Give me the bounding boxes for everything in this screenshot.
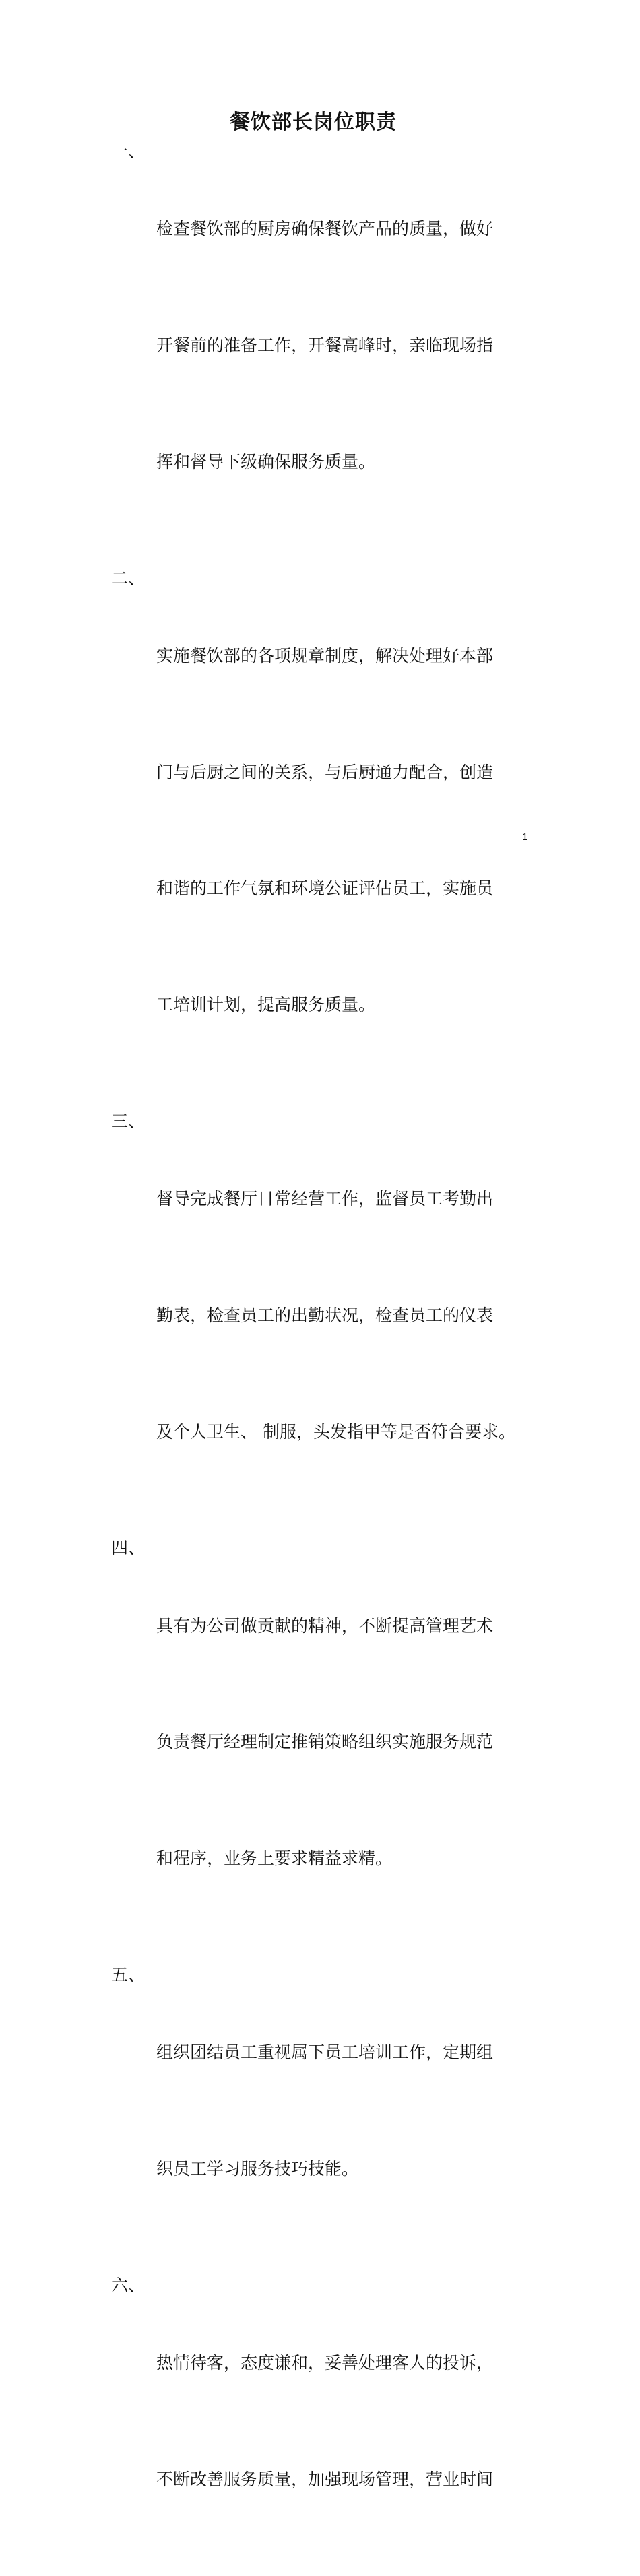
duty-text [156, 1956, 507, 2266]
duty-number: 三、 [111, 1111, 146, 1131]
duty-text [156, 132, 507, 559]
duty-line: 组织团结员工重视属下员工培训工作，定期组 [156, 2042, 494, 2063]
duty-item-4 [0, 1528, 507, 1956]
page-number: 1 [522, 831, 528, 843]
duty-number: 一、 [111, 141, 146, 161]
duty-text [156, 2266, 507, 2576]
duty-number: 六、 [111, 2275, 146, 2295]
duty-line: 实施餐饮部的各项规章制度，解决处理好本部 [156, 645, 494, 666]
duty-item-3 [0, 1102, 515, 1529]
duty-line: 热情待客，态度谦和，妥善处理客人的投诉， [156, 2352, 494, 2373]
duty-line: 勤表，检查员工的出勤状况，检查员工的仪表 [156, 1305, 494, 1325]
duty-line: 工培训计划，提高服务质量。 [156, 995, 376, 1015]
duty-line: 开餐前的准备工作，开餐高峰时，亲临现场指 [156, 335, 494, 355]
duty-list [0, 132, 640, 2576]
duty-line: 负责餐厅经理制定推销策略组织实施服务规范 [156, 1732, 494, 1752]
duty-line: 挥和督导下级确保服务质量。 [156, 451, 376, 472]
duty-item-2 [0, 559, 507, 1102]
duty-line: 和谐的工作气氛和环境公证评估员工，实施员 [156, 878, 494, 899]
duty-number: 五、 [111, 1964, 146, 1985]
duty-line: 织员工学习服务技巧技能。 [156, 2158, 359, 2179]
duty-line: 检查餐饮部的厨房确保餐饮产品的质量，做好 [156, 219, 494, 239]
duty-line: 督导完成餐厅日常经营工作，监督员工考勤出 [156, 1189, 494, 1209]
duty-item-5 [0, 1956, 507, 2266]
duty-number: 四、 [111, 1538, 146, 1558]
duty-number: 二、 [111, 568, 146, 588]
duty-text [156, 1528, 507, 1956]
duty-line: 门与后厨之间的关系，与后厨通力配合，创造 [156, 762, 494, 782]
duty-text [156, 559, 507, 1102]
duty-line: 及个人卫生、 制服，头发指甲等是否符合要求。 [156, 1421, 515, 1442]
duty-item-6 [0, 2266, 507, 2576]
duty-line: 具有为公司做贡献的精神，不断提高管理艺术 [156, 1615, 494, 1636]
duty-line: 和程序，业务上要求精益求精。 [156, 1848, 393, 1869]
duty-item-1 [0, 132, 507, 559]
page-title: 餐饮部长岗位职责 [230, 110, 397, 135]
duty-text [156, 1102, 515, 1529]
duty-line: 不断改善服务质量，加强现场管理，营业时间 [156, 2469, 494, 2489]
